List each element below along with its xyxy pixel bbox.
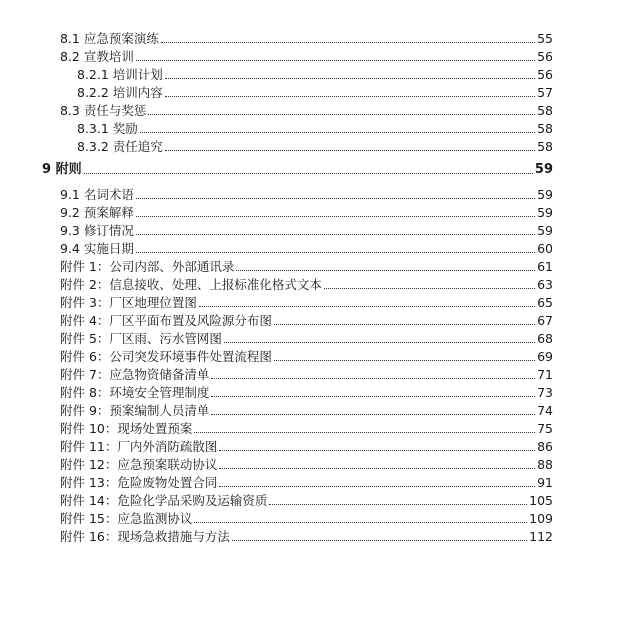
toc-entry-label: 附件 12：应急预案联动协议 — [60, 457, 218, 472]
toc-entry-label: 8.2.1 培训计划 — [77, 67, 163, 82]
toc-entry-page-number: 109 — [529, 511, 553, 526]
toc-entry[interactable] — [60, 436, 553, 454]
toc-entry[interactable] — [60, 454, 553, 472]
toc-entry-label: 附件 6：公司突发环境事件处置流程图 — [60, 349, 272, 364]
toc-entry-page-number: 58 — [537, 139, 553, 154]
toc-entry-label: 9.4 实施日期 — [60, 241, 134, 256]
toc-entry[interactable] — [77, 118, 553, 136]
toc-entry-page-number: 56 — [537, 67, 553, 82]
toc-leader-dots — [211, 413, 535, 415]
toc-entry[interactable] — [60, 28, 553, 46]
toc-entry-page-number: 67 — [537, 313, 553, 328]
toc-entry[interactable] — [60, 490, 553, 508]
toc-entry[interactable] — [60, 220, 553, 238]
toc-entry[interactable] — [60, 100, 553, 118]
toc-entry-label: 8.3.2 责任追究 — [77, 139, 163, 154]
toc-entry-label: 附件 4：厂区平面布置及风险源分布图 — [60, 313, 272, 328]
toc-entry-page-number: 58 — [537, 103, 553, 118]
toc-entry[interactable] — [77, 64, 553, 82]
toc-entry-page-number: 112 — [529, 529, 553, 544]
toc-entry-page-number: 69 — [537, 349, 553, 364]
toc-entry[interactable] — [60, 418, 553, 436]
toc-leader-dots — [219, 485, 535, 487]
toc-leader-dots — [219, 467, 535, 469]
toc-leader-dots — [165, 149, 535, 151]
toc-entry-page-number: 86 — [537, 439, 553, 454]
toc-leader-dots — [136, 59, 535, 61]
toc-entry-page-number: 74 — [537, 403, 553, 418]
toc-entry-label: 附件 13：危险废物处置合同 — [60, 475, 218, 490]
toc-entry-label: 8.3.1 奖励 — [77, 121, 138, 136]
toc-leader-dots — [140, 131, 535, 133]
toc-leader-dots — [161, 41, 535, 43]
toc-entry[interactable] — [60, 256, 553, 274]
toc-leader-dots — [219, 449, 535, 451]
toc-entry-page-number: 91 — [537, 475, 553, 490]
toc-entry-label: 附件 5：厂区雨、污水管网图 — [60, 331, 222, 346]
toc-entry[interactable] — [60, 184, 553, 202]
toc-leader-dots — [232, 539, 527, 541]
toc-entry-label: 9.1 名词术语 — [60, 187, 134, 202]
toc-leader-dots — [165, 95, 535, 97]
toc-leader-dots — [194, 521, 527, 523]
toc-leader-dots — [136, 197, 535, 199]
toc-entry-label: 附件 16：现场急救措施与方法 — [60, 529, 230, 544]
toc-entry[interactable] — [60, 328, 553, 346]
toc-leader-dots — [136, 233, 535, 235]
toc-leader-dots — [136, 215, 535, 217]
toc-entry-label: 9.3 修订情况 — [60, 223, 134, 238]
toc-leader-dots — [274, 323, 535, 325]
toc-entry[interactable] — [60, 238, 553, 256]
toc-entry-page-number: 59 — [534, 162, 553, 177]
toc-leader-dots — [236, 269, 535, 271]
toc-entry[interactable] — [60, 202, 553, 220]
toc-entry[interactable] — [60, 346, 553, 364]
toc-entry-page-number: 60 — [537, 241, 553, 256]
toc-entry-label: 附件 15：应急监测协议 — [60, 511, 193, 526]
toc-entry-page-number: 75 — [537, 421, 553, 436]
toc-entry-page-number: 59 — [537, 205, 553, 220]
toc-entry-page-number: 73 — [537, 385, 553, 400]
toc-entry-label: 8.1 应急预案演练 — [60, 31, 159, 46]
toc-entry-page-number: 57 — [537, 85, 553, 100]
toc-leader-dots — [274, 359, 535, 361]
toc-entry-label: 附件 1：公司内部、外部通讯录 — [60, 259, 235, 274]
toc-entry-page-number: 61 — [537, 259, 553, 274]
toc-entry-page-number: 105 — [529, 493, 553, 508]
toc-entry[interactable] — [60, 310, 553, 328]
toc-entry[interactable] — [60, 382, 553, 400]
toc-entry-label: 9 附则 — [42, 162, 82, 177]
toc-entry-page-number: 59 — [537, 223, 553, 238]
toc-entry-page-number: 65 — [537, 295, 553, 310]
toc-leader-dots — [136, 251, 535, 253]
toc-entry[interactable] — [77, 82, 553, 100]
toc-entry-label: 附件 11：厂内外消防疏散图 — [60, 439, 218, 454]
toc-entry[interactable] — [60, 46, 553, 64]
toc-leader-dots — [269, 503, 527, 505]
toc-entry-label: 9.2 预案解释 — [60, 205, 134, 220]
toc-entry[interactable] — [60, 472, 553, 490]
toc-leader-dots — [224, 341, 535, 343]
toc-entry[interactable] — [60, 400, 553, 418]
toc-entry-label: 附件 2：信息接收、处理、上报标准化格式文本 — [60, 277, 322, 292]
toc-leader-dots — [84, 172, 533, 174]
toc-leader-dots — [194, 431, 535, 433]
toc-entry[interactable] — [77, 136, 553, 154]
toc-leader-dots — [199, 305, 535, 307]
toc-leader-dots — [211, 395, 535, 397]
toc-leader-dots — [148, 113, 535, 115]
toc-entry-label: 附件 8：环境安全管理制度 — [60, 385, 210, 400]
toc-entry[interactable] — [42, 159, 553, 177]
toc-entry-label: 8.2 宣教培训 — [60, 49, 134, 64]
toc-entry-page-number: 88 — [537, 457, 553, 472]
toc-entry-label: 附件 10：现场处置预案 — [60, 421, 193, 436]
toc-leader-dots — [165, 77, 535, 79]
toc-entry-page-number: 56 — [537, 49, 553, 64]
toc-entry-label: 8.2.2 培训内容 — [77, 85, 163, 100]
toc-leader-dots — [324, 287, 535, 289]
toc-entry-page-number: 55 — [537, 31, 553, 46]
toc-leader-dots — [211, 377, 535, 379]
toc-entry-page-number: 63 — [537, 277, 553, 292]
toc-entry-label: 附件 14：危险化学品采购及运输资质 — [60, 493, 268, 508]
toc-entry-page-number: 68 — [537, 331, 553, 346]
toc-entry-label: 附件 9：预案编制人员清单 — [60, 403, 210, 418]
toc-entry[interactable] — [60, 292, 553, 310]
toc-entry-page-number: 59 — [537, 187, 553, 202]
toc-entry[interactable] — [60, 508, 553, 526]
toc-entry-page-number: 58 — [537, 121, 553, 136]
toc-entry-label: 8.3 责任与奖惩 — [60, 103, 147, 118]
toc-entry-label: 附件 3：厂区地理位置图 — [60, 295, 197, 310]
toc-entry[interactable] — [60, 526, 553, 544]
toc-entry-page-number: 71 — [537, 367, 553, 382]
toc-entry[interactable] — [60, 274, 553, 292]
toc-entry[interactable] — [60, 364, 553, 382]
toc-entry-label: 附件 7：应急物资储备清单 — [60, 367, 210, 382]
